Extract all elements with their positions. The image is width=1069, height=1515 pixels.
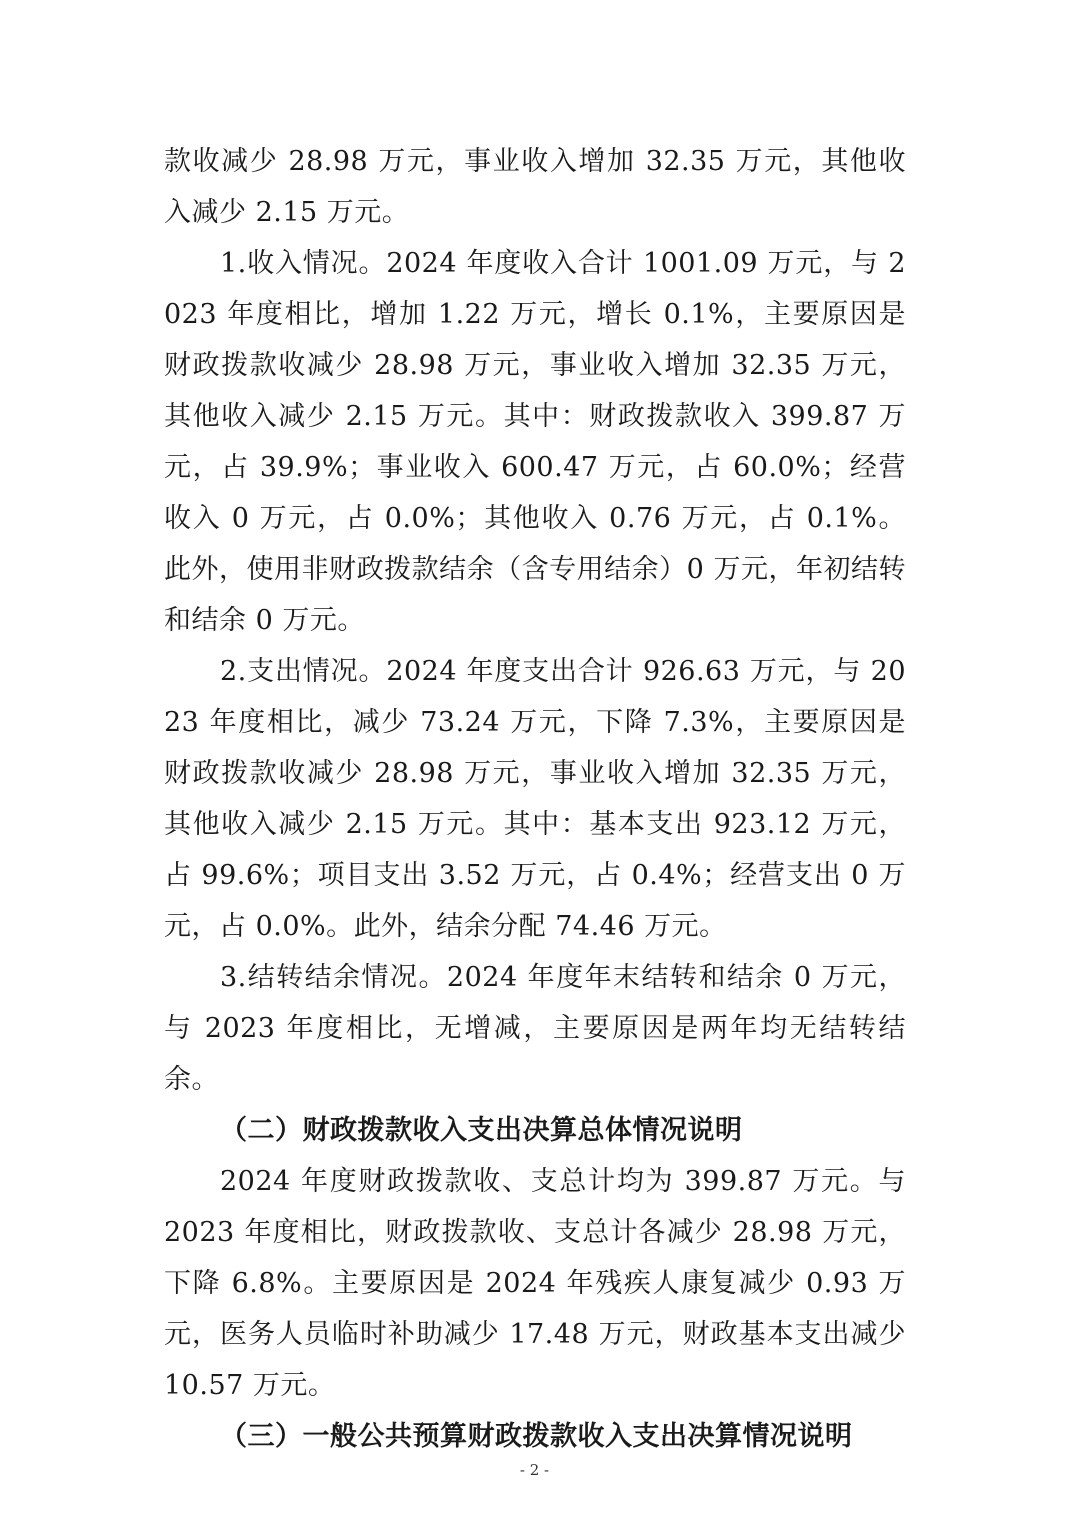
page-number: - 2 - (519, 1461, 550, 1479)
paragraph-fiscal-overview: 2024 年度财政拨款收、支总计均为 399.87 万元。与 2023 年度相比，财政拨款收、支总计各减少 28.98 万元，下降 6.8%。主要原因是 2024 年残疾人康复减少 0.93 万元，医务人员临时补助减少 17.48 万元，财政基本支出减少 10.57 万元。 (164, 1166, 906, 1401)
section-heading-2: （二）财政拨款收入支出决算总体情况说明 (220, 1115, 743, 1146)
document-body (164, 136, 906, 1462)
paragraph-income: 1.收入情况。2024 年度收入合计 1001.09 万元，与 2023 年度相比，增加 1.22 万元，增长 0.1%，主要原因是财政拨款收减少 28.98 万元，事业收入增加 32.35 万元，其他收入减少 2.15 万元。其中：财政拨款收入 399.87 万元，占 39.9%；事业收入 600.47 万元，占 60.0%；经营收入 0 万元，占 0.0%；其他收入 0.76 万元，占 0.1%。此外，使用非财政拨款结余（含专用结余）0 万元，年初结转和结余 0 万元。 (164, 248, 906, 636)
paragraph-balance: 3.结转结余情况。2024 年度年末结转和结余 0 万元，与 2023 年度相比，无增减，主要原因是两年均无结转结余。 (164, 962, 906, 1095)
paragraph-continued: 款收减少 28.98 万元，事业收入增加 32.35 万元，其他收入减少 2.15 万元。 (164, 146, 906, 228)
paragraph-expense: 2.支出情况。2024 年度支出合计 926.63 万元，与 2023 年度相比，减少 73.24 万元，下降 7.3%，主要原因是财政拨款收减少 28.98 万元，事业收入增加 32.35 万元，其他收入减少 2.15 万元。其中：基本支出 923.12 万元，占 99.6%；项目支出 3.52 万元，占 0.4%；经营支出 0 万元，占 0.0%。此外，结余分配 74.46 万元。 (164, 656, 906, 942)
section-heading-3: （三）一般公共预算财政拨款收入支出决算情况说明 (220, 1421, 853, 1452)
